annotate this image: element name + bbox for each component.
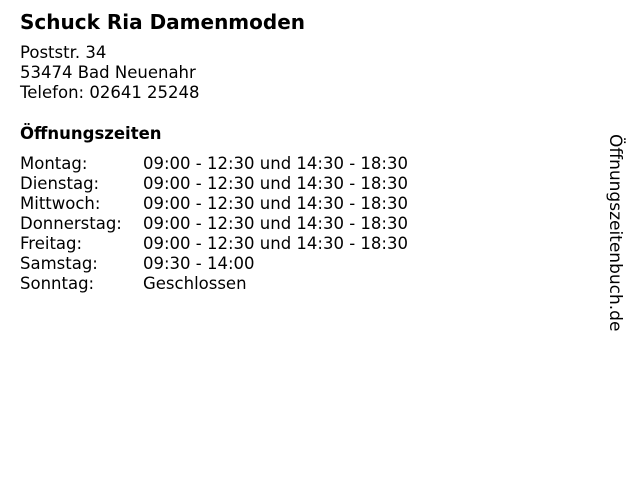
time-value: Geschlossen [143,274,247,293]
address-block [20,43,200,103]
day-label: Dienstag: [20,174,100,193]
hours-row-sunday [20,274,408,294]
city-address: 53474 Bad Neuenahr [20,63,196,82]
hours-row-monday [20,154,408,174]
hours-row-wednesday [20,194,408,214]
hours-row-saturday [20,254,408,274]
street-address: Poststr. 34 [20,43,107,62]
day-label: Samstag: [20,254,98,273]
site-watermark: Öffnungszeitenbuch.de [605,134,625,332]
hours-row-thursday [20,214,408,234]
phone-number: Telefon: 02641 25248 [20,83,200,102]
hours-table [20,154,408,294]
day-label: Freitag: [20,234,83,253]
time-value: 09:00 - 12:30 und 14:30 - 18:30 [143,194,408,213]
time-value: 09:00 - 12:30 und 14:30 - 18:30 [143,214,408,233]
hours-row-tuesday [20,174,408,194]
day-label: Montag: [20,154,88,173]
time-value: 09:30 - 14:00 [143,254,255,273]
day-label: Donnerstag: [20,214,122,233]
store-name: Schuck Ria Damenmoden [20,10,306,34]
time-value: 09:00 - 12:30 und 14:30 - 18:30 [143,154,408,173]
day-label: Sonntag: [20,274,95,293]
time-value: 09:00 - 12:30 und 14:30 - 18:30 [143,234,408,253]
time-value: 09:00 - 12:30 und 14:30 - 18:30 [143,174,408,193]
day-label: Mittwoch: [20,194,101,213]
hours-row-friday [20,234,408,254]
hours-heading: Öffnungszeiten [20,124,162,143]
